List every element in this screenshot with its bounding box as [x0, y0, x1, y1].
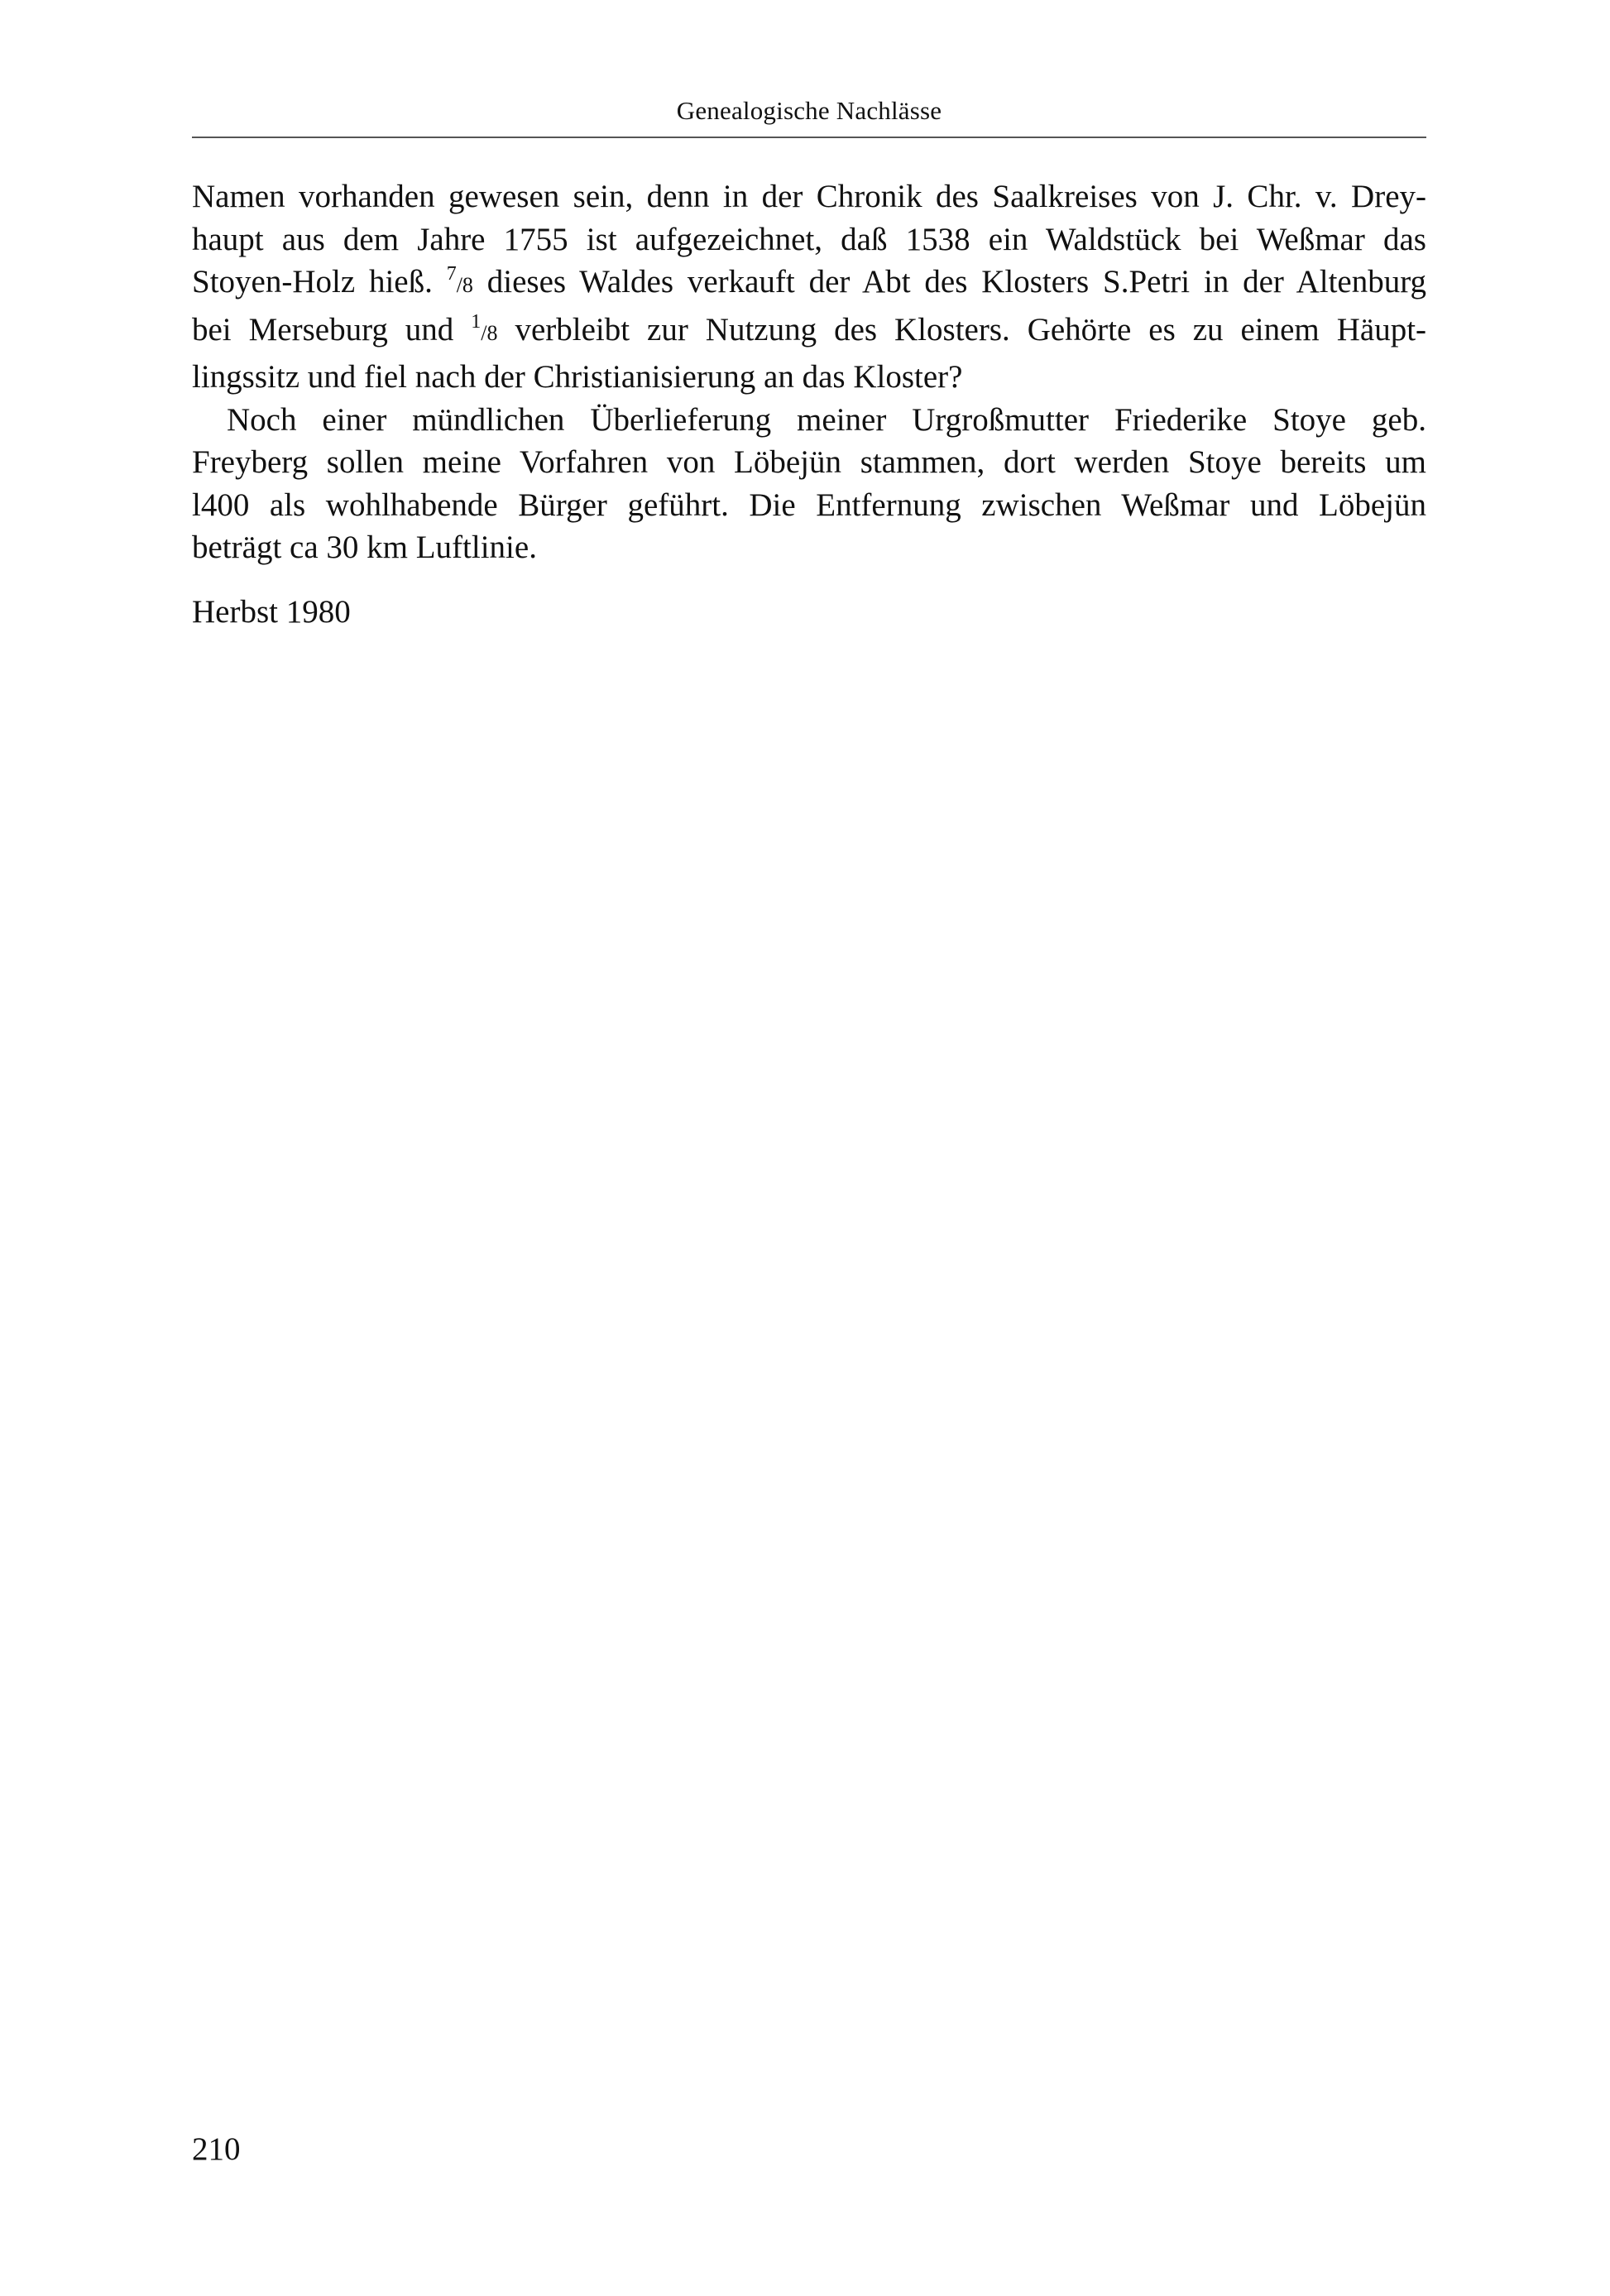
fraction-denominator: /8	[456, 273, 473, 297]
line-3-end: dieses Waldes verkauft der Abt des Klosters S.Petri in der Altenburg	[486, 264, 1427, 300]
fraction-numerator: 1	[471, 310, 482, 333]
paragraph-1-line-5: lingssitz und fiel nach der Christianisierung an das Kloster?	[192, 359, 963, 395]
date-line: Herbst 1980	[192, 594, 351, 630]
fraction-denominator: /8	[481, 320, 498, 345]
fraction-seven-eighths	[447, 264, 473, 300]
line-3-start: Stoyen-Holz hieß.	[192, 264, 433, 300]
paragraph-1-line-1: Namen vorhanden gewesen sein, denn in der Chronik des Saalkreises von J. Chr. v. Drey-	[192, 179, 1426, 214]
body-text	[192, 175, 1426, 569]
fraction-numerator: 7	[446, 263, 457, 285]
paragraph-1	[192, 175, 1426, 399]
header-rule	[192, 137, 1426, 138]
paragraph-2-line-4: beträgt ca 30 km Luftlinie.	[192, 530, 537, 565]
paragraph-2-line-1: Noch einer mündlichen Überlieferung meiner Urgroßmutter Friederike Stoye geb.	[227, 401, 1426, 438]
paragraph-1-line-4	[192, 309, 1426, 357]
paragraph-2-line-2: Freyberg sollen meine Vorfahren von Löbejün stammen, dort werden Stoye bereits um	[192, 444, 1426, 480]
running-head: Genealogische Nachlässe	[676, 96, 942, 125]
line-4-end: verbleibt zur Nutzung des Klosters. Gehörte es zu einem Häupt-	[515, 311, 1427, 348]
page-number: 210	[192, 2131, 241, 2167]
paragraph-2-line-3: l400 als wohlhabende Bürger geführt. Die Entfernung zwischen Weßmar und Löbejün	[192, 487, 1426, 523]
paragraph-2	[192, 399, 1426, 569]
line-4-start: bei Merseburg und	[192, 311, 454, 348]
fraction-one-eighth	[471, 312, 497, 348]
paragraph-1-line-2: haupt aus dem Jahre 1755 ist aufgezeichnet, daß 1538 ein Waldstück bei Weßmar das	[192, 221, 1426, 257]
paragraph-1-line-3	[192, 261, 1426, 309]
